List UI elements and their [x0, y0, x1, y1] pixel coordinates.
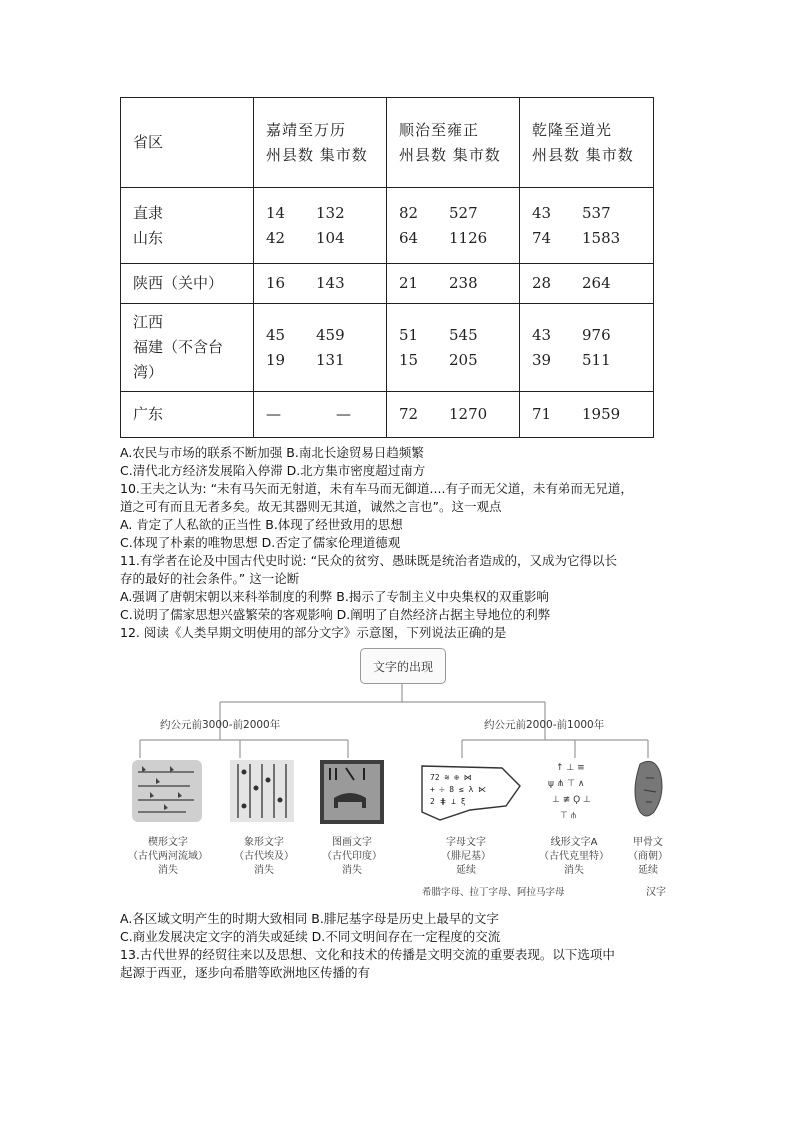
county-count: 72: [399, 405, 419, 423]
svg-text:+ ☩ 8 ≤ λ ⋉: + ☩ 8 ≤ λ ⋉: [430, 785, 487, 794]
market-count: 1126: [449, 228, 488, 247]
period-1-sub: 州县数 集市数: [266, 145, 368, 164]
county-count: 43: [532, 325, 552, 344]
table-row: [121, 264, 654, 304]
period-1-title: 嘉靖至万历: [266, 120, 347, 139]
market-count: 1959: [582, 405, 621, 423]
market-count: 976: [582, 325, 611, 344]
root-node: 文字的出现: [360, 648, 446, 684]
data-cell: [254, 188, 387, 264]
script-name: 象形文字: [244, 837, 284, 848]
script-fate: 消失: [254, 865, 274, 876]
market-count: 131: [316, 350, 345, 369]
region-name: 江西: [133, 313, 164, 331]
market-count: 511: [582, 350, 611, 369]
county-count: 45: [266, 325, 286, 344]
market-count: 527: [449, 203, 478, 222]
market-count: 1270: [449, 405, 488, 423]
header-period-3: [520, 98, 654, 188]
market-count: 537: [582, 203, 611, 222]
region-cell: [121, 264, 254, 304]
oracle-bone-image: [635, 761, 662, 816]
market-count-table: [120, 97, 654, 438]
q10-options-cd: C.体现了朴素的唯物思想 D.否定了儒家伦理道德观: [120, 535, 401, 550]
script-place: （商朝）: [628, 851, 668, 862]
script-caption-phoenician: [418, 836, 514, 878]
period-right-label: 约公元前2000-前1000年: [484, 719, 605, 731]
script-fate: 消失: [158, 865, 178, 876]
q11-options-cd: C.说明了儒家思想兴盛繁荣的客观影响 D.阐明了自然经济占据主导地位的利弊: [120, 607, 551, 622]
county-count: 14: [266, 203, 286, 222]
county-count: 51: [399, 325, 419, 344]
script-caption-oracle: [610, 836, 686, 878]
market-count: 238: [449, 274, 478, 292]
data-cell: [387, 304, 520, 392]
market-count: 132: [316, 203, 345, 222]
svg-text:↑ ⊥ ≡: ↑ ⊥ ≡: [556, 763, 585, 773]
svg-text:⊥ ≢ Ϙ ⊥: ⊥ ≢ Ϙ ⊥: [552, 795, 591, 805]
region-name: 陕西（关中）: [133, 274, 224, 292]
script-place: （古代印度）: [322, 851, 382, 862]
market-count: 143: [316, 274, 345, 292]
county-count: 42: [266, 228, 286, 247]
oracle-descendant: 汉字: [646, 887, 666, 898]
indus-seal-image: [320, 760, 384, 824]
region-name: 直隶: [133, 203, 164, 222]
county-count: 28: [532, 274, 552, 292]
data-cell: [520, 188, 654, 264]
market-count: 264: [582, 274, 611, 292]
region-name: 广东: [133, 405, 164, 423]
svg-text:72 ≋ ⊕ ⋈: 72 ≋ ⊕ ⋈: [430, 773, 472, 782]
region-cell: [121, 304, 254, 392]
data-cell: [254, 264, 387, 304]
county-count: 82: [399, 203, 419, 222]
script-caption-hieroglyph: [216, 836, 312, 878]
q10-options-ab: A. 肯定了人私欲的正当性 B.体现了经世致用的思想: [120, 517, 403, 532]
county-count: 21: [399, 274, 419, 292]
script-name: 线形文字A: [550, 837, 598, 848]
county-count: 19: [266, 350, 286, 369]
hieroglyph-image: [230, 760, 294, 822]
county-count: 43: [532, 203, 552, 222]
table-row: [121, 304, 654, 392]
table-row: [121, 188, 654, 264]
script-fate: 延续: [638, 865, 658, 876]
q10-stem-line2: 道之可有而且无者多矣。故无其器则无其道，诚然之言也”。这一观点: [120, 499, 502, 514]
table-row: [121, 392, 654, 438]
script-place: （古代两河流域）: [128, 851, 208, 862]
script-fate: 延续: [456, 865, 476, 876]
q12-options-ab: A.各区域文明产生的时期大致相同 B.腓尼基字母是历史上最早的文字: [120, 911, 499, 926]
svg-text:2 ⋕ ⊥ ξ: 2 ⋕ ⊥ ξ: [430, 797, 466, 806]
region-cell: [121, 392, 254, 438]
county-count: 39: [532, 350, 552, 369]
period-2-sub: 州县数 集市数: [399, 145, 501, 164]
script-caption-cuneiform: [120, 836, 216, 878]
county-count: 64: [399, 228, 419, 247]
script-caption-linear-a: [526, 836, 622, 878]
period-3-title: 乾隆至道光: [532, 120, 613, 139]
county-count: 71: [532, 405, 552, 423]
market-count: 205: [449, 350, 478, 369]
q9-options-ab: A.农民与市场的联系不断加强 B.南北长途贸易日趋频繁: [120, 445, 424, 460]
q11-stem-line2: 存的最好的社会条件。” 这一论断: [120, 571, 300, 586]
q13-stem-line1: 13.古代世界的经贸往来以及思想、文化和技术的传播是文明交流的重要表现。以下选项中: [120, 947, 615, 962]
data-cell: [520, 392, 654, 438]
linear-a-image: [548, 763, 591, 821]
county-count: 15: [399, 350, 419, 369]
script-caption-indus: [304, 836, 400, 878]
data-cell: [387, 392, 520, 438]
writing-origin-diagram: [120, 640, 680, 910]
script-place: （腓尼基）: [441, 851, 491, 862]
data-cell: [520, 264, 654, 304]
region-cell: [121, 188, 254, 264]
script-place: （古代埃及）: [234, 851, 294, 862]
q10-stem-line1: 10.王夫之认为: “未有马矢而无射道，未有车马而无御道....有子而无父道，未有弟而无兄道，: [120, 481, 633, 496]
market-count: —: [336, 405, 351, 423]
market-count: 104: [316, 228, 345, 247]
period-3-sub: 州县数 集市数: [532, 145, 634, 164]
q12-options-cd: C.商业发展决定文字的消失或延续 D.不同文明间存在一定程度的交流: [120, 929, 501, 944]
header-region: 省区: [121, 98, 254, 188]
q9-options-cd: C.清代北方经济发展陷入停滞 D.北方集市密度超过南方: [120, 463, 426, 478]
region-name: 山东: [133, 228, 164, 247]
script-name: 楔形文字: [148, 837, 188, 848]
data-cell: [254, 304, 387, 392]
market-count: 545: [449, 325, 478, 344]
period-2-title: 顺治至雍正: [399, 120, 480, 139]
phoenician-tablet-image: [422, 766, 520, 820]
county-count: 74: [532, 228, 552, 247]
q11-stem-line1: 11.有学者在论及中国古代史时说: “民众的贫穷、愚昧既是统治者造成的，又成为它得以长: [120, 553, 618, 568]
cuneiform-image: [132, 760, 202, 822]
region-name: 福建（不含台湾）: [133, 338, 224, 381]
data-cell: [387, 188, 520, 264]
q13-stem-line2: 起源于西亚，逐步向希腊等欧洲地区传播的有: [120, 965, 371, 980]
phoenician-descendants: 希腊字母、拉丁字母、阿拉马字母: [422, 887, 565, 898]
script-fate: 消失: [342, 865, 362, 876]
data-cell: [254, 392, 387, 438]
data-cell: [520, 304, 654, 392]
period-left-label: 约公元前3000-前2000年: [160, 719, 281, 731]
county-count: —: [266, 405, 281, 423]
script-name: 甲骨文: [633, 837, 663, 848]
script-name: 图画文字: [332, 837, 372, 848]
county-count: 16: [266, 274, 286, 292]
data-cell: [387, 264, 520, 304]
svg-text:⊤ ⫛: ⊤ ⫛: [560, 811, 577, 821]
script-place: （古代克里特）: [539, 851, 609, 862]
market-count: 1583: [582, 228, 621, 247]
market-count: 459: [316, 325, 345, 344]
q11-options-ab: A.强调了唐朝宋朝以来科举制度的利弊 B.揭示了专制主义中央集权的双重影响: [120, 589, 549, 604]
script-name: 字母文字: [446, 837, 486, 848]
header-period-2: [387, 98, 520, 188]
script-fate: 消失: [564, 865, 584, 876]
q12-stem: 12. 阅读《人类早期文明使用的部分文字》示意图，下列说法正确的是: [120, 625, 507, 640]
svg-text:ψ ⋔ ⊤ ∧: ψ ⋔ ⊤ ∧: [548, 779, 585, 789]
header-period-1: [254, 98, 387, 188]
